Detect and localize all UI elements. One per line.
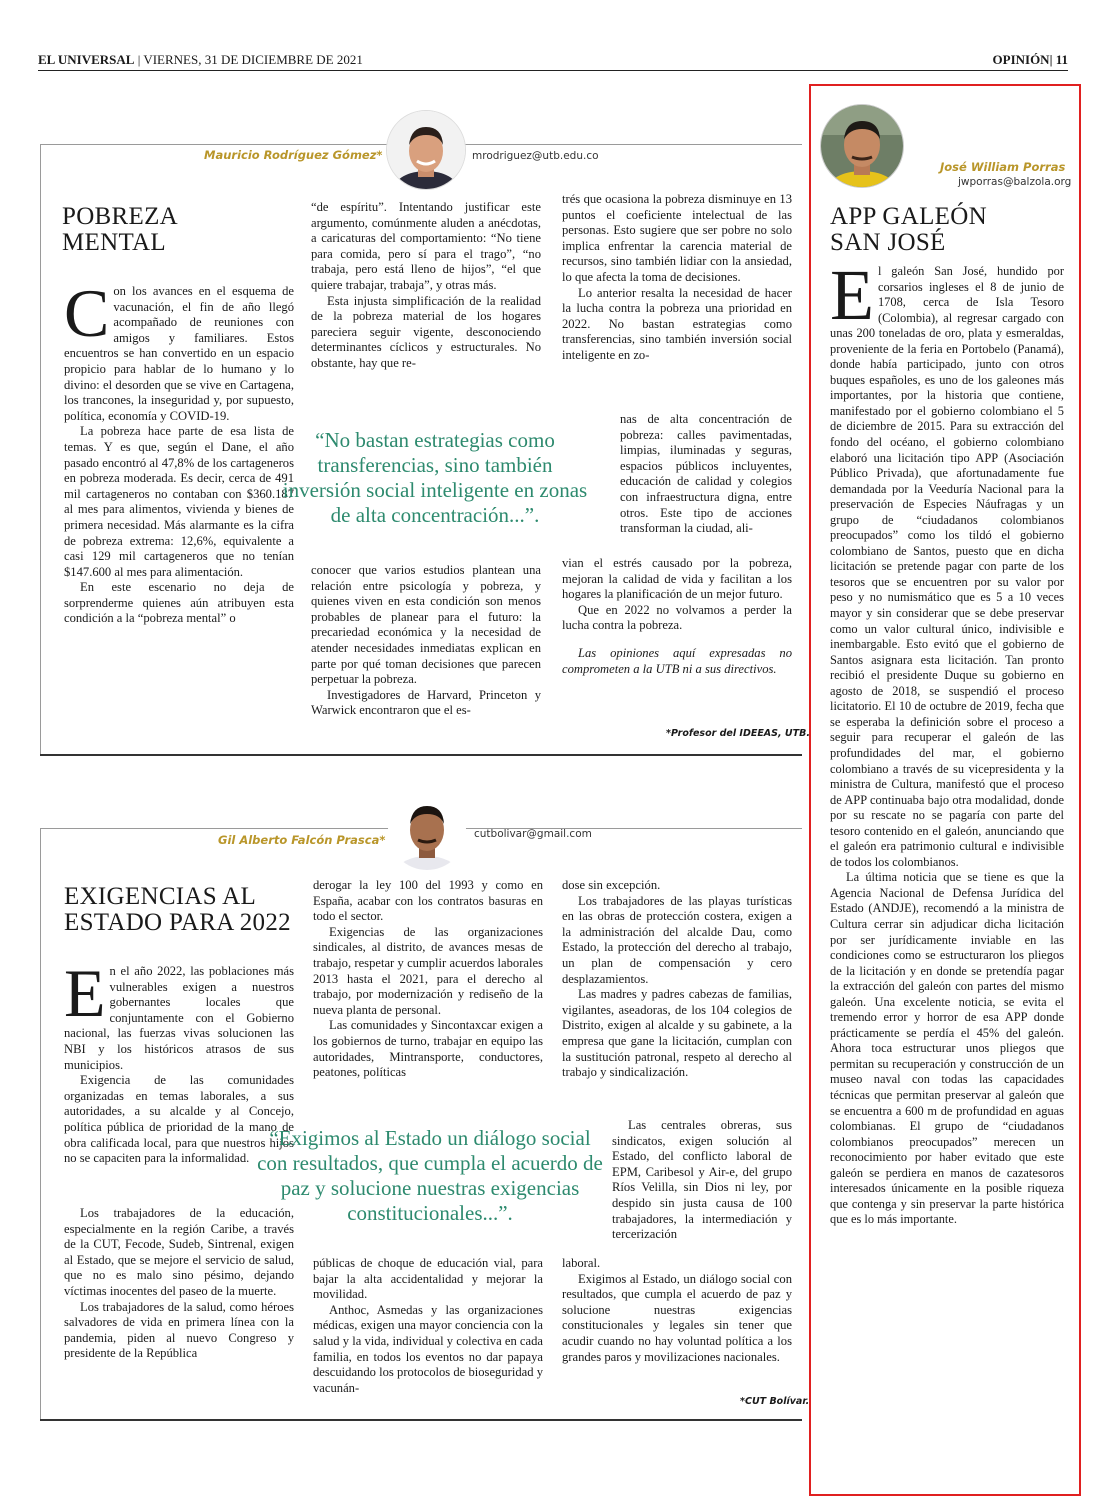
article3-body: El galeón San José, hundido por corsarios ingleses el 8 de junio de 1708, cerca de Isla Tesoro (Colombia), al regresar cargado con unas 200 toneladas de oro, plata y esmeraldas, proveniente de la feria en Portobelo (Panamá), donde había participado, junto con otros buques españoles, es uno de los galeones más importantes, por la historia que contiene, manifestado por el gobierno colombiano el 5 de diciembre de 2015. Para su extracción del fondo del océano, el gobierno colombiano elaboró una licitación tipo APP (Asociación Público Privada), que afortunadamente fue demandada por la Veeduría Nacional para la preservación de Especies Náufragas y un grupo de “ciudadanos colombianos preocupados” como los tildó el gobierno colombiano de Santos, puesto que en dicha licitación se pretende pagar con parte de los tesoros que se encuentren por su valor por peso y no numismático que es 5 a 10 veces mayor y sin considerar que se debe preservar como un valor cultural único, indivisible e inembargable. Esto evitó que el gobierno de Santos asignara esta licitación. Tan pronto recibió el presidente Duque su gobierno en agosto de 2018, se suspendió el proceso licitatorio. El 10 de octubre de 2019, fecha que se esperaba la definición sobre el proceso a seguir para recuperar el galeón de las profundidades del mar, el gobierno colombiano a través de su vicepresidenta y la ministra de Cultura, manifestó que el proceso de APP continuaba bajo otra modalidad, donde por su rescate no se pagaría con parte del tesoro contenido en el galeón, anunciando que el galeón era patrimonio cultural e indivisible de todos los colombianos. La última noticia que se tiene es que la Agencia Nacional de Defensa Jurídica del Estado (ANDJE), recomendó a la ministra de Cultura cerrar sin adjudicar dicha licitación por ser jurídicamente inviable en las condiciones como se estructuraron los pliegos de la licitación y en donde se pretendía pagar la extracción del galeón con partes del mismo galeón. Una excelente noticia, se evita el tremendo error y horror de esa APP donde prácticamente se perdía el 45% del galeón. Ahora toca estructurar unos pliegos que permitan su recuperación y construcción de un museo naval con todas las capacidades técnicas que permitan preservar al galeón que se encuentra a 600 m de profundidad en aguas colombianas. El grupo de “ciudadanos colombianos preocupados” merecen un reconocimiento por haber evitado que este galeón se perdiera en manos de cazatesoros interesados únicamente en la posible riqueza que contenga y sin preservar la parte histórica que es lo más importante. xyxy=(830,255,1064,1227)
article2-column3-bottom: laboral. Exigimos al Estado, un diálogo social con resultados, que cumpla el acuerdo de paz y solucione nuestras exigencias constitucionales y legales sin tener que acudir cuando no hay voluntad política a los grandes paros y movilizaciones nacionales. xyxy=(562,1256,792,1364)
article2-column1-bottom: Los trabajadores de la educación, especialmente en la región Caribe, a través de la CUT, Fecode, Sudeb, Sintrenal, exigen al Estado, que se mejore el servicio de salud, que no es malo sino pésimo, dejando víctimas inocentes del paseo de la muerte. Los trabajadores de la salud, como héroes salvadores de vida en primera línea con la pandemia, piden al nuevo Congreso y presidente de la República xyxy=(64,1206,294,1361)
article1-headline: POBREZA MENTAL xyxy=(62,203,179,256)
issue-date: VIERNES, 31 DE DICIEMBRE DE 2021 xyxy=(143,52,363,67)
author-portrait-icon xyxy=(388,792,466,870)
paper-name: EL UNIVERSAL xyxy=(38,52,135,67)
article1-column2-bottom: conocer que varios estudios plantean una relación entre psicología y pobreza, y quienes viven en esta condición son menos probables de planear para el futuro: la precariedad económica y la necesidad de atender necesidades inmediatas explican en parte por qué toman decisiones que parecen perpetuar la pobreza. Investigadores de Harvard, Princeton y Warwick encontraron que el es- xyxy=(311,563,541,718)
article1-column3-wrap: nas de alta concentración de pobreza: calles pavimentadas, limpias, iluminadas y seguras, espacios públicos incluyentes, educación de calidad y colegios con infraestructura digna, entre otros. Este tipo de acciones transforman la ciudad, ali- xyxy=(620,412,792,536)
article2-column2-bottom: públicas de choque de educación vial, para bajar la alta accidentalidad y mejorar la movilidad. Anthoc, Asmedas y las organizaciones médicas, exigen una mayor conciencia con la salud y la vida, individual y colectiva en cada familia, en todos los eventos no dar papaya descuidando los protocolos de bioseguridad y vacunán- xyxy=(313,1256,543,1395)
article2-column3-top: dose sin excepción. Los trabajadores de las playas turísticas en las obras de protección costera, exigen a la administración del alcalde Dau, como Estado, la protección del derecho al trabajo, un plan de compensación y cero desplazamientos. Las madres y padres cabezas de familias, vigilantes, aseadoras, de los 104 colegios de Distrito, exigen al alcalde y su gabinete, a la empresa que gane la licitación, cumplan con la sustitución patronal, respeto al derecho al trabajo y sindicalización. xyxy=(562,878,792,1080)
article1-author: Mauricio Rodríguez Gómez* xyxy=(204,148,383,162)
article1-column3-top: trés que ocasiona la pobreza disminuye en 13 puntos el coeficiente intelectual de las personas. Esto sugiere que ser pobre no solo implica enfrentar la carencia material de recursos, sino también lidiar con la ansiedad, lo que afecta la toma de decisiones. Lo anterior resalta la necesidad de hacer la lucha contra la pobreza una prioridad en 2022. No bastan estrategias como transferencias, sino también inversión social inteligente en zo- xyxy=(562,192,792,362)
section-name: OPINIÓN xyxy=(992,52,1050,67)
author-portrait-icon xyxy=(387,111,465,189)
masthead-left: EL UNIVERSAL | VIERNES, 31 DE DICIEMBRE DE 2021 xyxy=(38,52,363,67)
article2-bottom-rule xyxy=(40,1419,802,1421)
article1-dropcap: C xyxy=(64,275,110,351)
article2-email[interactable]: cutbolivar@gmail.com xyxy=(474,828,592,840)
masthead-right: OPINIÓN| 11 xyxy=(992,52,1068,67)
article3-author-photo xyxy=(820,104,904,188)
article2-pull-quote: “Exigimos al Estado un diálogo social con resultados, que cumpla el acuerdo de paz y solucione nuestras exigencias constitucionales...”. xyxy=(257,1126,603,1225)
article2-author: Gil Alberto Falcón Prasca* xyxy=(218,833,386,847)
article1-bottom-rule xyxy=(40,754,802,756)
author-portrait-icon xyxy=(821,105,903,187)
article1-author-photo xyxy=(386,110,466,190)
article1-column3-bottom: vian el estrés causado por la pobreza, mejoran la calidad de vida y facilitan a los hogares la planificación de un mejor futuro. Que en 2022 no volvamos a perder la lucha contra la pobreza. Las opiniones aquí expresadas no comprometen a la UTB ni a sus directivos. xyxy=(562,556,792,676)
article1-email[interactable]: mrodriguez@utb.edu.co xyxy=(472,150,599,162)
article3-author: José William Porras xyxy=(940,160,1066,174)
article2-author-photo xyxy=(388,792,466,870)
article1-footnote: *Profesor del IDEEAS, UTB. xyxy=(666,728,810,739)
article3-dropcap: E xyxy=(830,255,874,335)
article1-pull-quote: “No bastan estrategias como transferencias, sino también inversión social inteligente en zonas de alta concentración...”. xyxy=(282,428,588,527)
page-number: 11 xyxy=(1055,52,1068,67)
article3-headline: APP GALEÓN SAN JOSÉ xyxy=(830,203,987,256)
article1-column2-top: “de espíritu”. Intentando justificar este argumento, comúnmente aluden a anécdotas, a caricaturas del comportamiento: “No tiene para comida, pero sí para el trago”, “no trabaja, pero está lleno de hijos”, “el que quiere trabajar, trabaja”, y otras más. Esta injusta simplificación de la realidad de la pobreza material de los hogares pareciera seguir vigente, desconociendo determinantes cíclicos y estructurales. No obstante, hay que re- xyxy=(311,200,541,370)
masthead-rule xyxy=(38,70,1068,71)
article2-dropcap: E xyxy=(64,955,106,1031)
article2-footnote: *CUT Bolívar. xyxy=(740,1396,810,1407)
article1-column1: Con los avances en el esquema de vacunación, el fin de año llegó acompañado de reuniones con amigos y familiares. Estos encuentros se han convertido en un espacio propicio para hablar de lo humano y lo divino: el desorden que se vive en Cartagena, los trancones, la inseguridad y, por supuesto, política, economía y COVID-19. La pobreza hace parte de esa lista de temas. Y es que, según el Dane, el año pasado encontró al 47,8% de los cartageneros en pobreza moderada. Es decir, cerca de 491 mil cartageneros no contaban con $360.187 al mes para alimentos, vivienda y bienes de primera necesidad. Más alarmante es la cifra de pobreza extrema: 12,6%, equivalente a casi 129 mil cartageneros que no tenían $147.600 al mes para alimentación. En este escenario no deja de sorprenderme quienes aún atribuyen esta condición a la “pobreza mental” o xyxy=(64,275,294,626)
article2-column3-wrap: Las centrales obreras, sus sindicatos, exigen solución al Estado, del conflicto laboral de EPM, Caribesol y Air-e, del grupo Ríos Velilla, sin Dios ni ley, por despido sin justa causa de 100 trabajadores, la intermediación y tercerización xyxy=(612,1118,792,1242)
article2-column1: En el año 2022, las poblaciones más vulnerables exigen a nuestros gobernantes locales que conjuntamente con el Gobierno nacional, las fuerzas vivas solucionen las NBI y los históricos atrasos de sus municipios. Exigencia de las comunidades organizadas en temas laborales, a sus autoridades, a su alcalde y al Concejo, política pública de prioridad de la mano de obra calificada local, para que nuestros hijos no se capaciten para la informalidad. xyxy=(64,955,294,1166)
article1-disclaimer: Las opiniones aquí expresadas no comprometen a la UTB ni a sus directivos. xyxy=(562,645,792,676)
article2-column2-top: derogar la ley 100 del 1993 y como en España, acabar con los contratos basuras en todo el sector. Exigencias de las organizaciones sindicales, al distrito, de avances mesas de trabajo, respetar y cumplir acuerdos laborales 2013 hasta el 2021, para el derecho al trabajo, por modernización y rediseño de la nueva planta de personal. Las comunidades y Sincontaxcar exigen a los gobiernos de turno, trabajar en equipo las autoridades, Mintransporte, conductores, peatones, políticas xyxy=(313,878,543,1080)
article2-headline: EXIGENCIAS AL ESTADO PARA 2022 xyxy=(64,883,291,936)
article3-email[interactable]: jwporras@balzola.org xyxy=(958,176,1072,188)
